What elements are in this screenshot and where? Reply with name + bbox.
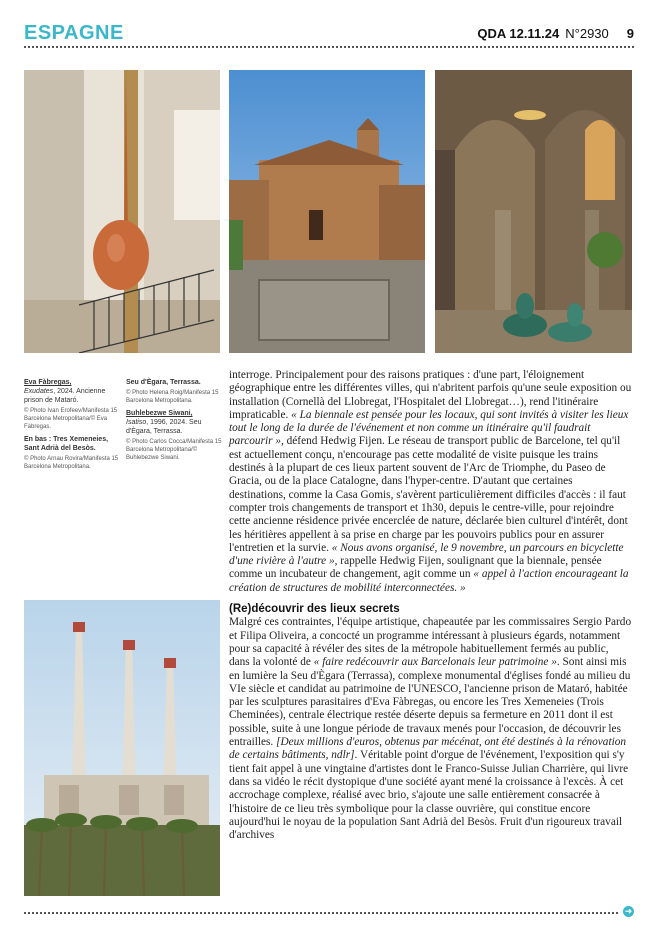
caption-artist: Eva Fàbregas, (24, 379, 72, 386)
caption-credit: © Photo Ivan Erofeev/Manifesta 15 Barcelona Metropolitana/© Eva Fàbregas. (24, 408, 118, 430)
article-text: . Véritable point d'orgue de l'événement, l'exposition qui s'y tient fait appel à une vingtaine d'artistes dont le Franco-Suisse Julian Charrière, qui livre dans sa vidéo le récit dystopique d'une société ayant mené la croissance à l'excès. À cet accrochage complexe, réalisé avec brio, s'ajoute une salle entièrement consacrée à l'histoire de ce lieu très symbolique pour la classe ouvrière, qui constitue encore aujourd'hui le noyau de la population Sant Adrià del Besòs. Fruit d'un rigoureux travail d'archives (229, 749, 629, 842)
issue-number: N°2930 (565, 26, 609, 41)
bottom-divider (24, 912, 618, 914)
caption-credit: © Photo Arnau Rovira/Manifesta 15 Barcelona Metropolitana. (24, 456, 119, 470)
photo-tres-xemeneies (24, 600, 220, 896)
article-quote: [Deux millions d'euros, obtenus par mécénat, ont été destinés à la rénovation de certains bâtiments, ndlr] (229, 736, 627, 762)
article-quote: « La biennale est pensée pour les locaux, qui sont invités à visiter les lieux tout le long de la durée de l'événement et non comme un itinéraire qu'il faudrait parcourir » (229, 408, 629, 448)
arrow-right-icon[interactable]: ➜ (624, 906, 633, 916)
caption-artist: Buhlebezwe Siwani, (126, 410, 193, 417)
caption-work: Isatiso (126, 419, 147, 426)
caption-seu-egara: Seu d'Ègara, Terrassa. (126, 379, 201, 386)
article-quote: « appel à l'action encourageant la création de structures de mobilité interconnectées. » (229, 568, 629, 594)
article-text: . Sont ainsi mis en lumière la Seu d'Ègara (Terrassa), complexe monumental d'églises fondé au milieu du VIe siècle et candidat au patrimoine de l'UNESCO, l'ancienne prison de Mataró, habitée par les sculptures parasitaires d'Eva Fàbregas, ou encore les Tres Xemeneies (Trois Cheminées), centrale électrique restée déserte depuis sa fermeture en 2011 dont il est possible, suite à une longue période de travaux menés pour l'occasion, de découvrir les entrailles. (229, 656, 631, 749)
caption-place: , 1996, 2024. Seu d'Ègara, Terrassa. (126, 419, 202, 435)
article-quote: « Nous avons organisé, le 9 novembre, un parcours en bicyclette d'une rivière à l'autre » (229, 541, 624, 568)
article-subheading: (Re)découvrir des lieux secrets (229, 603, 400, 616)
caption-credit: © Photo Helena Roig/Manifesta 15 Barcelona Metropolitana. (126, 390, 219, 404)
caption-column-left (24, 378, 124, 475)
article-quote: « faire redécouvrir aux Barcelonais leur patrimoine » (313, 656, 557, 669)
article-text: , rappelle Hedwig Fijen, soulignant que la biennale, pensée comme un incubateur de changement, agit comme un (229, 555, 602, 581)
caption-work: Exudates (24, 388, 54, 395)
caption-place: , 2024. Ancienne prison de Mataró. (24, 388, 106, 404)
publication-date: QDA 12.11.24 (477, 26, 560, 41)
article-text: interroge. Principalement pour des raisons pratiques : d'une part, l'éloignement géographique entre les différentes villes, qui n'abritent parfois qu'une seule exposition ou installation (Cornellà del Llobregat, l'Hospitalet del Llobregat…), rend l'itinéraire impraticable. (229, 369, 632, 421)
photo-seu-egara-interior (435, 70, 632, 353)
article-text: , défend Hedwig Fijen. Le réseau de transport public de Barcelone, tel qu'il est actuellement conçu, n'encourage pas cette modalité de visite puisque les trains destinés à la plupart de ces lieux partent souvent de l'Arc de Triomphe, du Paseo de Gracia, ou de la place Catalogne, dans l'hyper-centre. D'autant que certaines destinations, comme la Casa Gomis, s'avèrent particulièrement difficiles d'accès : il faut compter trois changements de transport et 1h30, depuis le centre-ville, pour rejoindre cette ancienne résidence privée encerclée de nature, déclarée bien culturel d'intérêt, dont les héritières appellent à sa prise en charge par les pouvoirs publics pour en assurer l'entretien et la survie. (229, 435, 628, 554)
caption-fabregas (24, 378, 124, 405)
caption-credit: © Photo Carlos Cocca/Manifesta 15 Barcelona Metropolitana/© Buhlebezwe Siwani. (126, 439, 222, 461)
caption-xemeneies: En bas : Tres Xemeneies, Sant Adrià del Besòs. (24, 436, 109, 452)
photo-prison-sculpture (24, 70, 220, 353)
photo-seu-egara-exterior (229, 70, 425, 353)
article-text: Malgré ces contraintes, l'équipe artistique, chapeautée par les commissaires Sergio Pardo et Filipa Oliveira, a concocté un programme intéressant à plusieurs égards, notamment pour sa capacité à révéler des sites de la métropole habituellement fermés au public, dans la volonté de (229, 616, 632, 669)
section-title: ESPAGNE (24, 22, 124, 44)
article-paragraph (229, 369, 632, 595)
article-paragraph (229, 616, 632, 842)
page-number: 9 (626, 26, 634, 41)
article-body (229, 369, 632, 899)
caption-siwani (126, 409, 224, 436)
caption-column-right (126, 378, 224, 466)
top-divider (24, 46, 634, 48)
masthead (477, 26, 634, 41)
